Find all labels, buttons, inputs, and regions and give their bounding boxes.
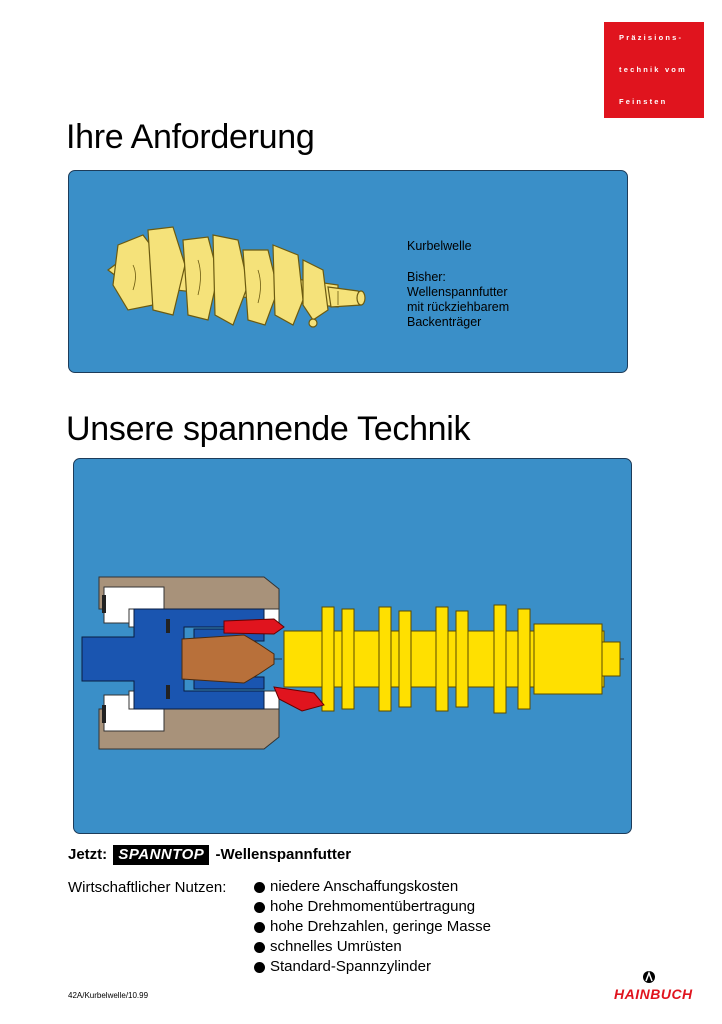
benefit-text: hohe Drehmomentübertragung bbox=[270, 898, 476, 915]
previous-line-2: mit rückziehbarem bbox=[407, 300, 510, 314]
list-item bbox=[254, 937, 491, 957]
section-heading-technique: Unsere spannende Technik bbox=[66, 410, 471, 448]
benefit-text: niedere Anschaffungskosten bbox=[270, 878, 459, 895]
logo-text: HAINBUCH bbox=[614, 986, 693, 1002]
list-item bbox=[254, 957, 491, 977]
list-item bbox=[254, 897, 491, 917]
list-item bbox=[254, 877, 491, 897]
crankshaft-illustration bbox=[103, 215, 383, 335]
technique-panel bbox=[73, 458, 632, 834]
now-prefix: Jetzt: bbox=[68, 846, 108, 863]
previous-line-3: Backenträger bbox=[407, 315, 482, 329]
previous-line-1: Wellenspannfutter bbox=[407, 285, 508, 299]
list-item bbox=[254, 917, 491, 937]
chuck-cross-section-diagram bbox=[74, 459, 631, 833]
section-heading-requirement: Ihre Anforderung bbox=[66, 118, 315, 156]
benefit-text: schnelles Umrüsten bbox=[270, 938, 402, 955]
tagline-line-2: technik vom bbox=[619, 65, 687, 74]
bullet-icon bbox=[254, 902, 265, 913]
tagline-line-1: Präzisions- bbox=[619, 33, 684, 42]
spanntop-brand-logo: SPANNTOP bbox=[113, 845, 209, 865]
bullet-icon bbox=[254, 882, 265, 893]
tagline-box bbox=[604, 22, 704, 118]
previous-label: Bisher: bbox=[407, 270, 446, 284]
logo-mark-icon bbox=[642, 970, 656, 984]
tagline-line-3: Feinsten bbox=[619, 97, 668, 106]
hainbuch-logo bbox=[614, 970, 693, 1006]
requirement-panel bbox=[68, 170, 628, 373]
benefits-list bbox=[254, 877, 491, 977]
bullet-icon bbox=[254, 942, 265, 953]
workpiece-label: Kurbelwelle bbox=[407, 239, 472, 253]
bullet-icon bbox=[254, 962, 265, 973]
benefit-text: hohe Drehzahlen, geringe Masse bbox=[270, 918, 491, 935]
bullet-icon bbox=[254, 922, 265, 933]
document-code: 42A/Kurbelwelle/10.99 bbox=[68, 991, 149, 1000]
now-suffix: -Wellenspannfutter bbox=[215, 846, 352, 863]
benefits-label: Wirtschaftlicher Nutzen: bbox=[68, 879, 227, 896]
benefit-text: Standard-Spannzylinder bbox=[270, 958, 431, 975]
now-line bbox=[68, 845, 351, 865]
